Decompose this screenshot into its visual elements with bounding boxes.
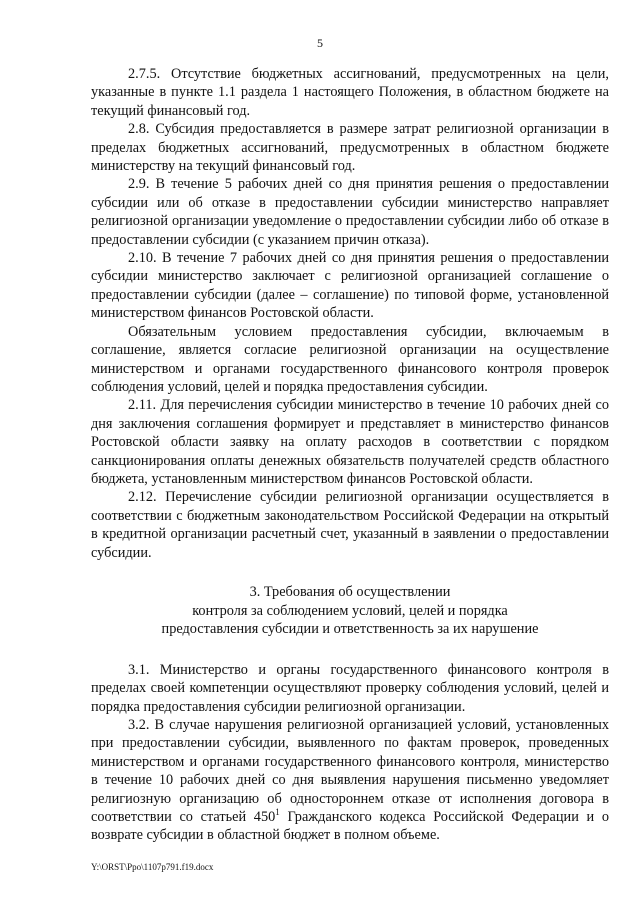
paragraph-3-2	[91, 716, 609, 845]
document-body	[91, 65, 609, 845]
paragraph-2-7-5: 2.7.5. Отсутствие бюджетных ассигнований, предусмотренных на цели, указанные в пункте 1.1 раздела 1 настоящего Положения, в областном бюджете на текущий финансовый год.	[91, 66, 609, 119]
paragraph-2-11: 2.11. Для перечисления субсидии министерство в течение 10 рабочих дней со дня заключения соглашения формирует и представляет в министерство финансов Ростовской области заявку на оплату расходов в соответствии с порядком санкционирования оплаты денежных обязательств получателей средств областного бюджета, установленным министерством финансов Ростовской области.	[91, 397, 609, 487]
paragraph-mandatory-condition: Обязательным условием предоставления субсидии, включаемым в соглашение, является согласие религиозной организации на осуществление министерством и органами государственного финансового контроля проверок соблюдения условий, целей и порядка предоставления субсидии.	[91, 323, 609, 395]
section-heading-line: предоставления субсидии и ответственность за их нарушение	[161, 621, 539, 638]
paragraph-3-2-text-end: Гражданского кодекса Российской Федерации и о возврате субсидии в областной бюджет в полном объеме.	[91, 809, 609, 844]
article-superscript: 1	[275, 807, 280, 818]
paragraph-2-12: 2.12. Перечисление субсидии религиозной организации осуществляется в соответствии с бюджетным законодательством Российской Федерации на открытый в кредитной организации расчетный счет, указанный в заявлении о предоставлении субсидии.	[91, 489, 609, 561]
paragraph-3-2-text: 3.2. В случае нарушения религиозной организацией условий, установленных при предоставлении субсидии, выявленного по фактам проверок, проведенных министерством и органами государственного финансового контроля, министерство в течение 10 рабочих дней со дня выявления нарушения письменно уведомляет религиозную организацию об одностороннем отказе от исполнения договора в соответствии со статьей 450	[91, 716, 609, 825]
paragraph-2-10: 2.10. В течение 7 рабочих дней со дня принятия решения о предоставлении субсидии министерство заключает с религиозной организацией соглашение о предоставлении субсидии (далее – соглашение) по типовой форме, установленной министерством финансов Ростовской области.	[91, 250, 609, 322]
section-heading	[91, 583, 609, 639]
section-heading-line: 3. Требования об осуществлении	[249, 583, 451, 600]
footer-file-path: Y:\ORST\Ppo\1107p791.f19.docx	[91, 862, 214, 872]
paragraph-2-9: 2.9. В течение 5 рабочих дней со дня принятия решения о предоставлении субсидии или об отказе в предоставлении субсидии министерство направляет религиозной организации уведомление о предоставлении субсидии либо об отказе в предоставлении субсидии (с указанием причин отказа).	[91, 176, 609, 248]
paragraph-2-8: 2.8. Субсидия предоставляется в размере затрат религиозной организации в пределах бюджетных ассигнований, предусмотренных в областном бюджете министерству на текущий финансовый год.	[91, 121, 609, 175]
page-number: 5	[317, 36, 323, 50]
paragraph-3-1: 3.1. Министерство и органы государственного финансового контроля в пределах своей компетенции осуществляют проверку соблюдения условий, целей и порядка предоставления субсидии религиозной организации.	[91, 661, 609, 715]
section-heading-line: контроля за соблюдением условий, целей и порядка	[192, 602, 508, 619]
